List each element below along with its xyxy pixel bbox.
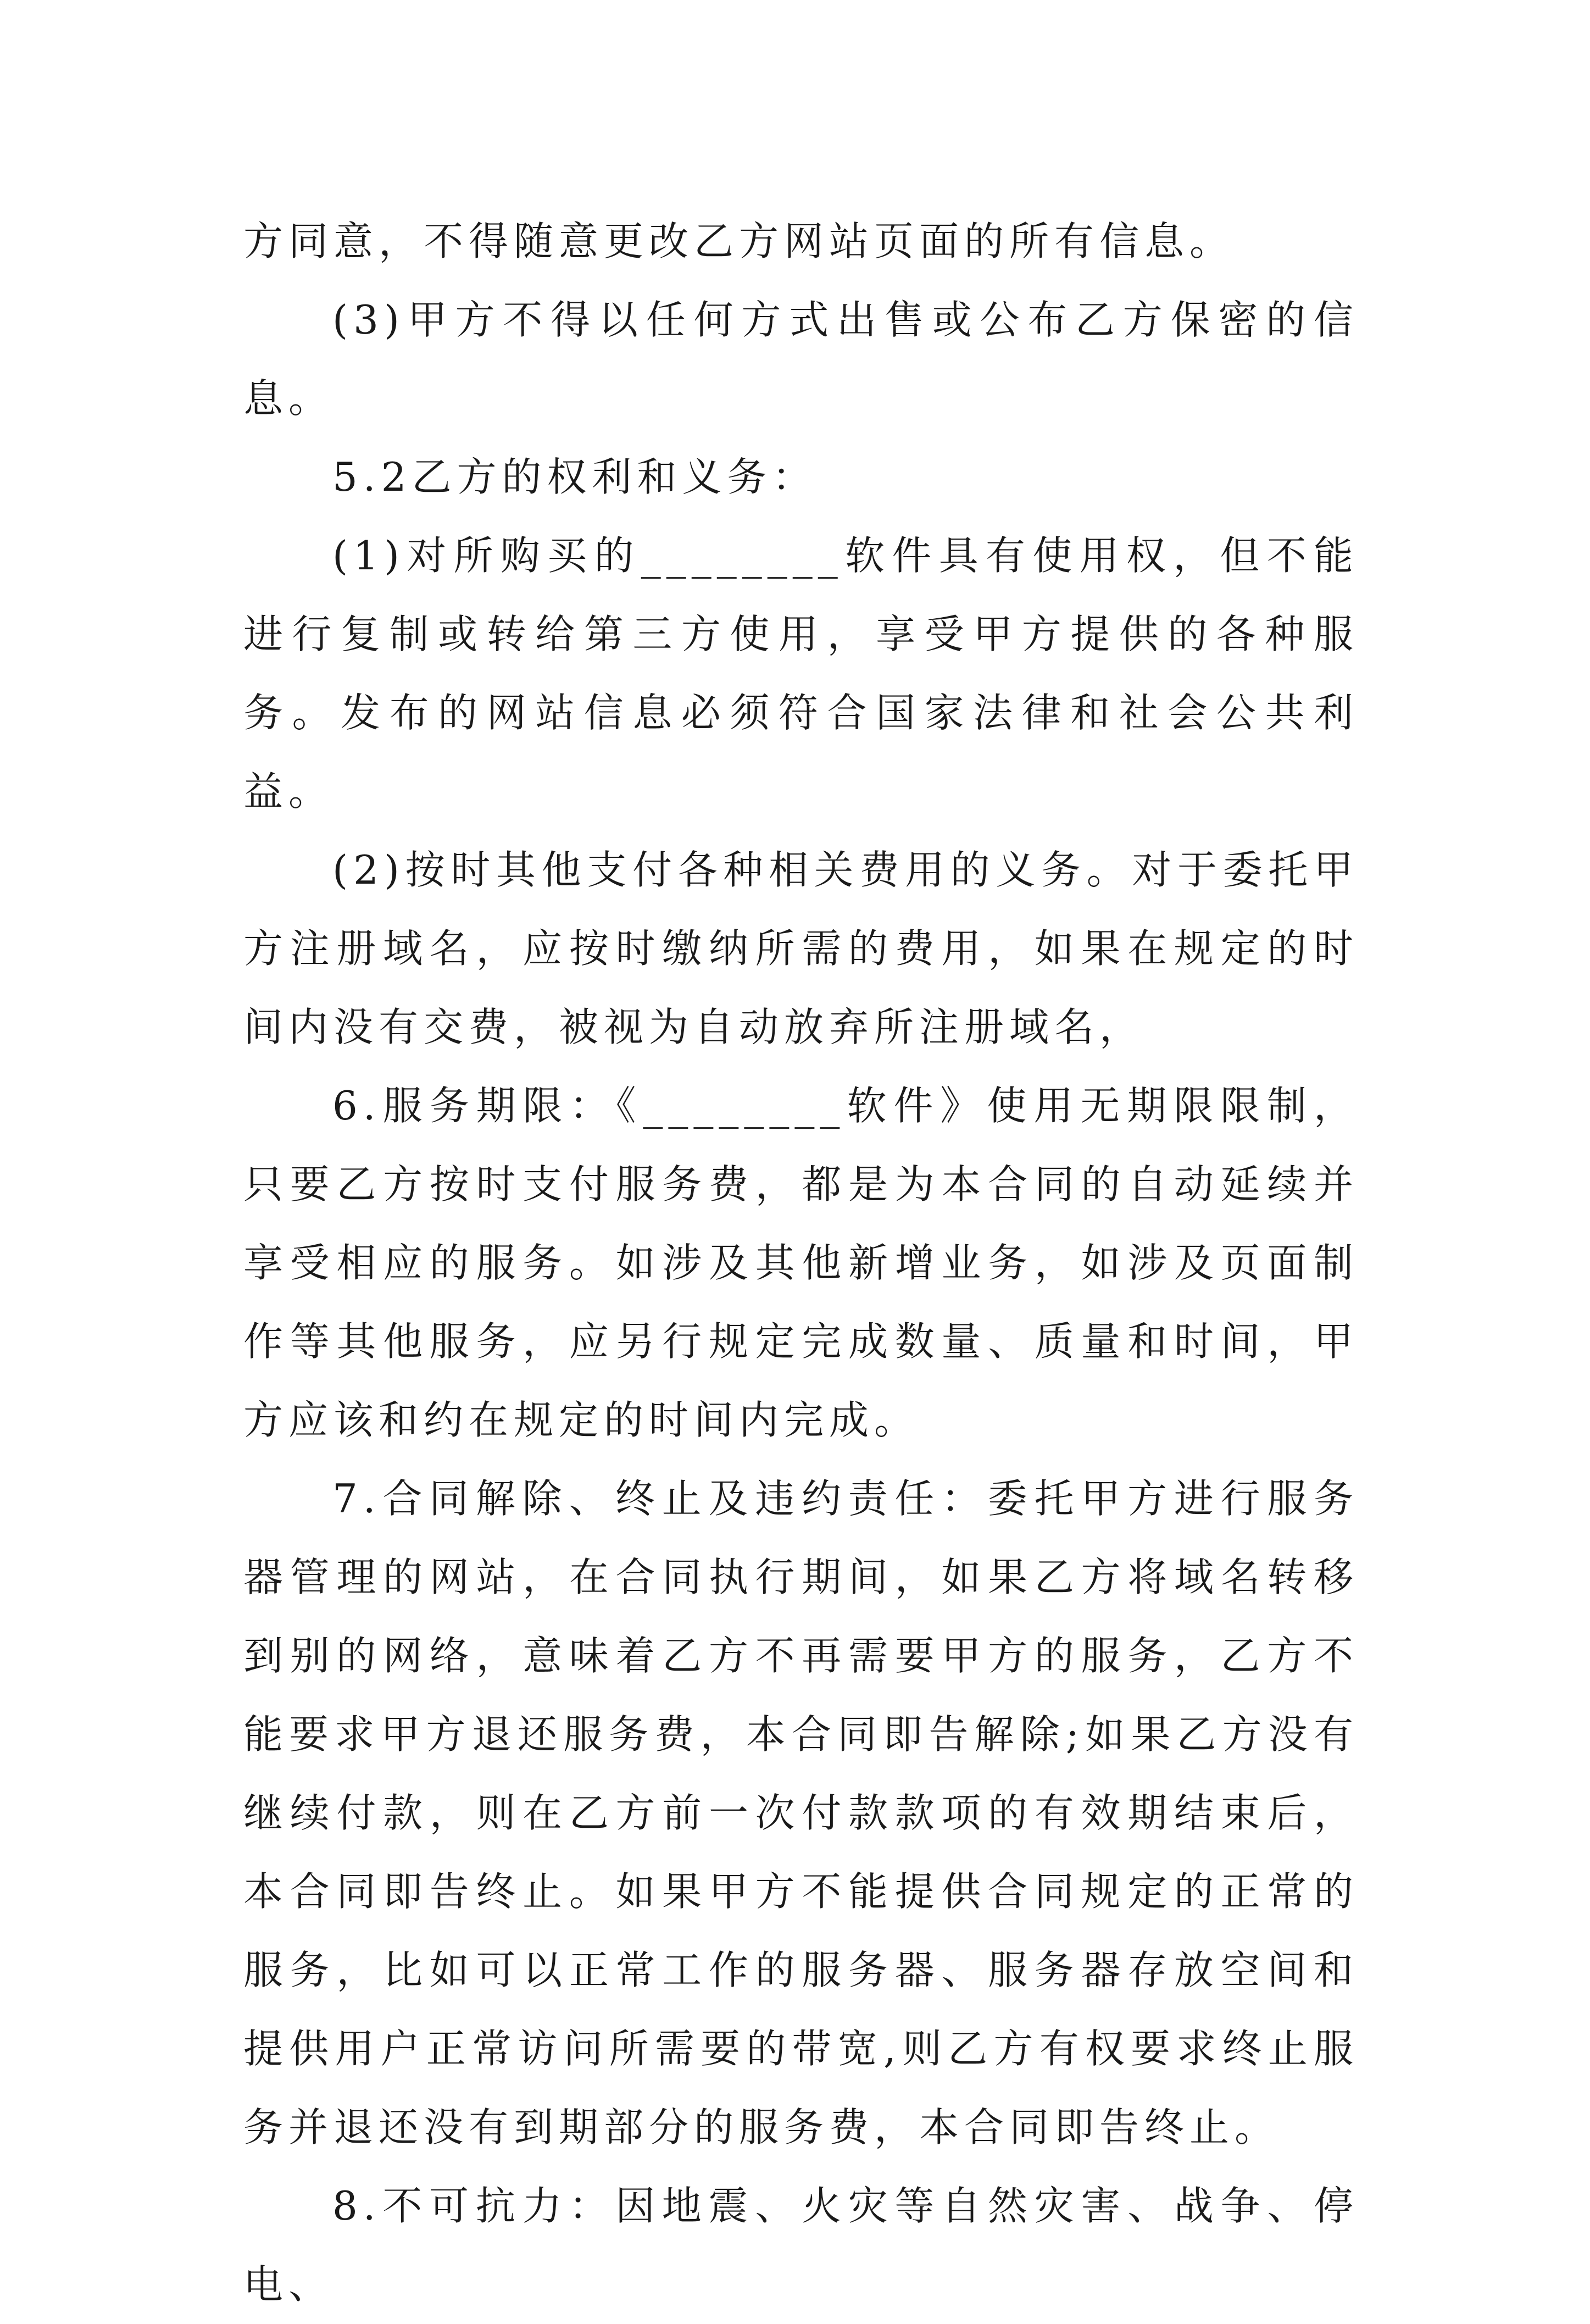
- paragraph-section-6-service-term: 6.服务期限：《________软件》使用无期限限制，只要乙方按时支付服务费，都是为本合同的自动延续并享受相应的服务。如涉及其他新增业务，如涉及页面制作等其他服务，应另行规定完成数量、质量和时间，甲方应该和约在规定的时间内完成。: [243, 1083, 1359, 1443]
- paragraph-clause-1-usage-rights: (1)对所购买的________软件具有使用权，但不能进行复制或转给第三方使用，享受甲方提供的各种服务。发布的网站信息必须符合国家法律和社会公共利益。: [243, 533, 1359, 814]
- document-body: [243, 202, 1359, 2324]
- paragraph-section-7-termination: 7.合同解除、终止及违约责任：委托甲方进行服务器管理的网站，在合同执行期间，如果乙方将域名转移到别的网络，意味着乙方不再需要甲方的服务，乙方不能要求甲方退还服务费，本合同即告解除;如果乙方没有继续付款，则在乙方前一次付款款项的有效期结束后，本合同即告终止。如果甲方不能提供合同规定的正常的服务，比如可以正常工作的服务器、服务器存放空间和提供用户正常访问所需要的带宽,则乙方有权要求终止服务并退还没有到期部分的服务费，本合同即告终止。: [243, 1476, 1359, 2150]
- paragraph-section-8-force-majeure: 8.不可抗力：因地震、火灾等自然灾害、战争、停电、: [243, 2183, 1359, 2308]
- paragraph-clause-3-confidentiality: (3)甲方不得以任何方式出售或公布乙方保密的信息。: [243, 297, 1359, 421]
- paragraph-consent-clause: 方同意，不得随意更改乙方网站页面的所有信息。: [243, 218, 1235, 264]
- paragraph-clause-2-payment-duty: (2)按时其他支付各种相关费用的义务。对于委托甲方注册域名，应按时缴纳所需的费用，如果在规定的时间内没有交费，被视为自动放弃所注册域名，: [243, 847, 1359, 1050]
- paragraph-section-5-2-heading: 5.2乙方的权利和义务：: [332, 454, 818, 500]
